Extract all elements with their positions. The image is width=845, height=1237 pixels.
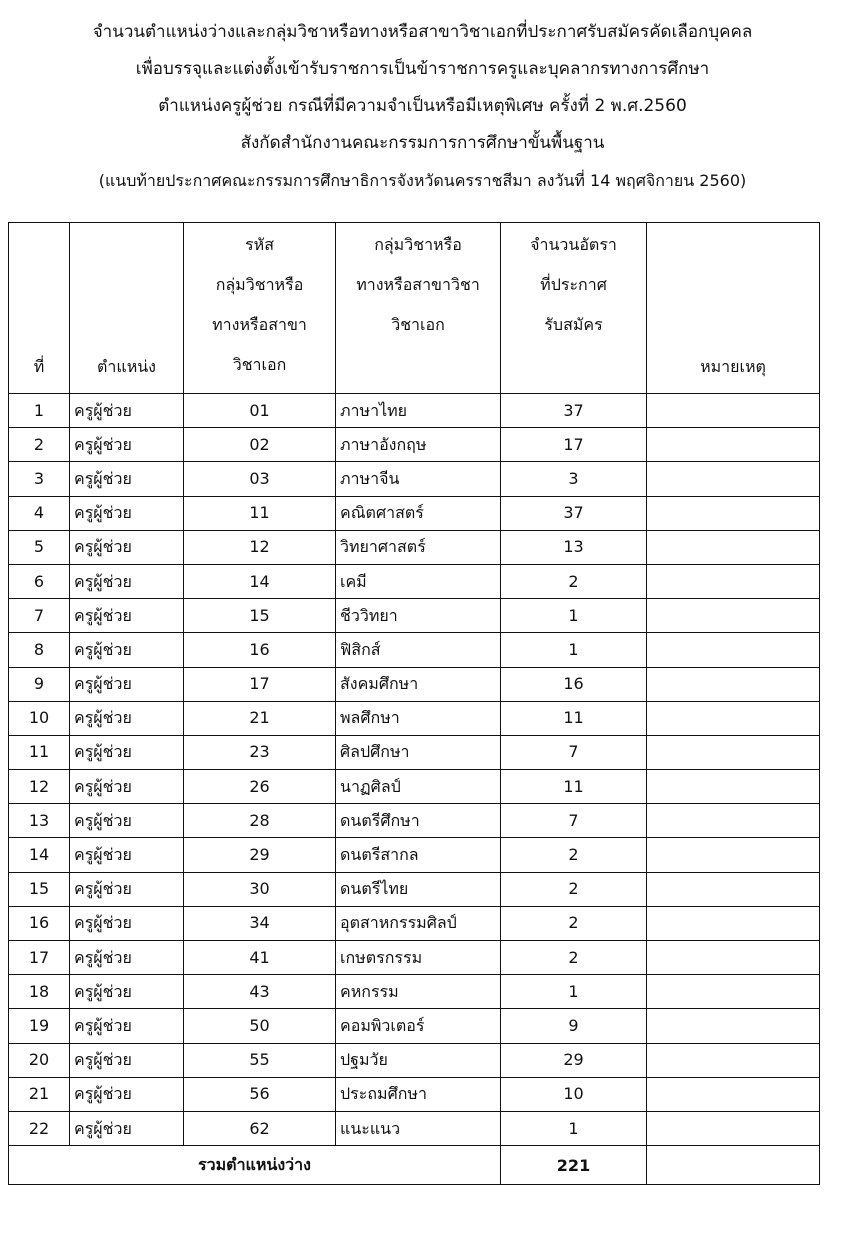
cell-code: 11: [184, 496, 336, 530]
table-row: [9, 804, 820, 838]
cell-code: 17: [184, 667, 336, 701]
cell-subject: คณิตศาสตร์: [336, 496, 501, 530]
total-label: รวมตำแหน่งว่าง: [9, 1146, 501, 1185]
table-row: [9, 428, 820, 462]
cell-subject: ภาษาอังกฤษ: [336, 428, 501, 462]
col-header-remark: หมายเหตุ: [647, 223, 820, 394]
cell-subject: เกษตรกรรม: [336, 941, 501, 975]
col-header-count: [501, 223, 647, 394]
cell-subject: ฟิสิกส์: [336, 633, 501, 667]
table-row: [9, 838, 820, 872]
cell-count: 2: [501, 838, 647, 872]
cell-no: 19: [9, 1009, 70, 1043]
cell-subject: นาฏศิลป์: [336, 770, 501, 804]
cell-count: 1: [501, 975, 647, 1009]
cell-subject: คหกรรม: [336, 975, 501, 1009]
col-header-code-line: ทางหรือสาขา: [212, 315, 307, 334]
col-header-subject-line: วิชาเอก: [391, 315, 445, 334]
document-header: [0, 14, 845, 199]
cell-code: 02: [184, 428, 336, 462]
cell-remark: [647, 1043, 820, 1077]
cell-no: 8: [9, 633, 70, 667]
col-header-code-line: กลุ่มวิชาหรือ: [215, 275, 304, 294]
cell-code: 15: [184, 599, 336, 633]
cell-remark: [647, 633, 820, 667]
cell-no: 17: [9, 941, 70, 975]
cell-code: 14: [184, 564, 336, 598]
cell-count: 7: [501, 804, 647, 838]
cell-count: 3: [501, 462, 647, 496]
table-row: [9, 1043, 820, 1077]
cell-code: 56: [184, 1077, 336, 1111]
table-row: [9, 701, 820, 735]
cell-no: 11: [9, 735, 70, 769]
cell-subject: ประถมศึกษา: [336, 1077, 501, 1111]
cell-count: 7: [501, 735, 647, 769]
col-header-position: ตำแหน่ง: [70, 223, 184, 394]
cell-position: ครูผู้ช่วย: [70, 462, 184, 496]
cell-no: 20: [9, 1043, 70, 1077]
cell-remark: [647, 530, 820, 564]
total-count: 221: [501, 1146, 647, 1185]
cell-remark: [647, 496, 820, 530]
table-row: [9, 770, 820, 804]
cell-count: 29: [501, 1043, 647, 1077]
cell-remark: [647, 599, 820, 633]
table-row: [9, 1009, 820, 1043]
table-row: [9, 633, 820, 667]
cell-position: ครูผู้ช่วย: [70, 667, 184, 701]
cell-remark: [647, 941, 820, 975]
table-row: [9, 462, 820, 496]
cell-no: 6: [9, 564, 70, 598]
header-line-1: จำนวนตำแหน่งว่างและกลุ่มวิชาหรือทางหรือสาขาวิชาเอกที่ประกาศรับสมัครคัดเลือกบุคคล: [92, 22, 753, 42]
cell-remark: [647, 975, 820, 1009]
cell-position: ครูผู้ช่วย: [70, 1111, 184, 1145]
col-header-count-line: รับสมัคร: [544, 315, 603, 334]
cell-position: ครูผู้ช่วย: [70, 633, 184, 667]
cell-code: 29: [184, 838, 336, 872]
cell-position: ครูผู้ช่วย: [70, 872, 184, 906]
cell-remark: [647, 838, 820, 872]
cell-remark: [647, 770, 820, 804]
cell-position: ครูผู้ช่วย: [70, 530, 184, 564]
cell-subject: สังคมศึกษา: [336, 667, 501, 701]
col-header-subject: [336, 223, 501, 394]
cell-no: 13: [9, 804, 70, 838]
cell-remark: [647, 1077, 820, 1111]
cell-subject: คอมพิวเตอร์: [336, 1009, 501, 1043]
cell-code: 21: [184, 701, 336, 735]
cell-remark: [647, 872, 820, 906]
cell-remark: [647, 428, 820, 462]
cell-position: ครูผู้ช่วย: [70, 838, 184, 872]
table-row: [9, 941, 820, 975]
col-header-code-line: รหัส: [245, 235, 274, 254]
table-row: [9, 530, 820, 564]
cell-count: 16: [501, 667, 647, 701]
cell-count: 2: [501, 906, 647, 940]
cell-position: ครูผู้ช่วย: [70, 975, 184, 1009]
cell-remark: [647, 735, 820, 769]
cell-code: 26: [184, 770, 336, 804]
cell-subject: ศิลปศึกษา: [336, 735, 501, 769]
cell-code: 55: [184, 1043, 336, 1077]
cell-subject: วิทยาศาสตร์: [336, 530, 501, 564]
cell-remark: [647, 667, 820, 701]
col-header-count-line: ที่ประกาศ: [540, 275, 607, 294]
cell-count: 11: [501, 770, 647, 804]
table-row: [9, 394, 820, 428]
cell-subject: ปฐมวัย: [336, 1043, 501, 1077]
col-header-no: ที่: [9, 223, 70, 394]
cell-no: 3: [9, 462, 70, 496]
cell-no: 18: [9, 975, 70, 1009]
table-row: [9, 735, 820, 769]
cell-count: 37: [501, 496, 647, 530]
cell-no: 4: [9, 496, 70, 530]
col-header-code-line: วิชาเอก: [232, 355, 287, 374]
cell-subject: อุตสาหกรรมศิลป์: [336, 906, 501, 940]
cell-count: 37: [501, 394, 647, 428]
table-row: [9, 1077, 820, 1111]
cell-position: ครูผู้ช่วย: [70, 735, 184, 769]
cell-subject: เคมี: [336, 564, 501, 598]
cell-code: 12: [184, 530, 336, 564]
cell-position: ครูผู้ช่วย: [70, 496, 184, 530]
cell-position: ครูผู้ช่วย: [70, 804, 184, 838]
cell-code: 50: [184, 1009, 336, 1043]
table-body: [9, 394, 820, 1146]
cell-no: 1: [9, 394, 70, 428]
cell-count: 9: [501, 1009, 647, 1043]
col-header-subject-line: ทางหรือสาขาวิชา: [356, 275, 480, 294]
cell-subject: ชีววิทยา: [336, 599, 501, 633]
cell-count: 2: [501, 564, 647, 598]
table-row: [9, 1111, 820, 1145]
cell-code: 16: [184, 633, 336, 667]
cell-no: 16: [9, 906, 70, 940]
cell-position: ครูผู้ช่วย: [70, 1043, 184, 1077]
cell-code: 34: [184, 906, 336, 940]
table-row: [9, 667, 820, 701]
cell-count: 10: [501, 1077, 647, 1111]
cell-remark: [647, 906, 820, 940]
cell-position: ครูผู้ช่วย: [70, 941, 184, 975]
total-row: [9, 1146, 820, 1185]
cell-position: ครูผู้ช่วย: [70, 906, 184, 940]
cell-count: 11: [501, 701, 647, 735]
cell-position: ครูผู้ช่วย: [70, 701, 184, 735]
total-remark: [647, 1146, 820, 1185]
col-header-code: [184, 223, 336, 394]
cell-no: 2: [9, 428, 70, 462]
cell-code: 43: [184, 975, 336, 1009]
table-row: [9, 975, 820, 1009]
cell-code: 30: [184, 872, 336, 906]
table-row: [9, 496, 820, 530]
cell-subject: ภาษาจีน: [336, 462, 501, 496]
cell-count: 2: [501, 941, 647, 975]
cell-remark: [647, 701, 820, 735]
cell-subject: ดนตรีศึกษา: [336, 804, 501, 838]
cell-remark: [647, 564, 820, 598]
cell-remark: [647, 394, 820, 428]
cell-no: 21: [9, 1077, 70, 1111]
cell-no: 22: [9, 1111, 70, 1145]
header-line-2: เพื่อบรรจุและแต่งตั้งเข้ารับราชการเป็นข้าราชการครูและบุคลากรทางการศึกษา: [135, 59, 710, 79]
cell-count: 1: [501, 599, 647, 633]
cell-subject: ดนตรีไทย: [336, 872, 501, 906]
cell-code: 62: [184, 1111, 336, 1145]
cell-count: 2: [501, 872, 647, 906]
cell-position: ครูผู้ช่วย: [70, 564, 184, 598]
cell-position: ครูผู้ช่วย: [70, 428, 184, 462]
cell-code: 01: [184, 394, 336, 428]
cell-position: ครูผู้ช่วย: [70, 1077, 184, 1111]
cell-code: 23: [184, 735, 336, 769]
table-row: [9, 564, 820, 598]
cell-count: 1: [501, 633, 647, 667]
cell-no: 5: [9, 530, 70, 564]
cell-remark: [647, 1009, 820, 1043]
cell-position: ครูผู้ช่วย: [70, 599, 184, 633]
cell-subject: พลศึกษา: [336, 701, 501, 735]
cell-remark: [647, 462, 820, 496]
col-header-subject-line: กลุ่มวิชาหรือ: [374, 235, 462, 254]
header-line-3: ตำแหน่งครูผู้ช่วย กรณีที่มีความจำเป็นหรือมีเหตุพิเศษ ครั้งที่ 2 พ.ศ.2560: [158, 96, 687, 116]
cell-no: 10: [9, 701, 70, 735]
table-row: [9, 599, 820, 633]
cell-subject: แนะแนว: [336, 1111, 501, 1145]
header-line-4: สังกัดสำนักงานคณะกรรมการการศึกษาขั้นพื้นฐาน: [240, 133, 605, 153]
cell-subject: ภาษาไทย: [336, 394, 501, 428]
cell-code: 03: [184, 462, 336, 496]
cell-code: 28: [184, 804, 336, 838]
cell-no: 7: [9, 599, 70, 633]
cell-position: ครูผู้ช่วย: [70, 394, 184, 428]
cell-position: ครูผู้ช่วย: [70, 1009, 184, 1043]
cell-no: 14: [9, 838, 70, 872]
cell-count: 17: [501, 428, 647, 462]
table-row: [9, 872, 820, 906]
cell-count: 1: [501, 1111, 647, 1145]
cell-count: 13: [501, 530, 647, 564]
table-row: [9, 906, 820, 940]
cell-remark: [647, 804, 820, 838]
cell-code: 41: [184, 941, 336, 975]
table-header-row: [9, 223, 820, 394]
cell-no: 9: [9, 667, 70, 701]
cell-subject: ดนตรีสากล: [336, 838, 501, 872]
cell-no: 12: [9, 770, 70, 804]
vacancy-table: [8, 222, 820, 1185]
header-line-5: (แนบท้ายประกาศคณะกรรมการศึกษาธิการจังหวัดนครราชสีมา ลงวันที่ 14 พฤศจิกายน 2560): [98, 171, 747, 190]
cell-remark: [647, 1111, 820, 1145]
col-header-count-line: จำนวนอัตรา: [530, 235, 617, 254]
cell-no: 15: [9, 872, 70, 906]
cell-position: ครูผู้ช่วย: [70, 770, 184, 804]
